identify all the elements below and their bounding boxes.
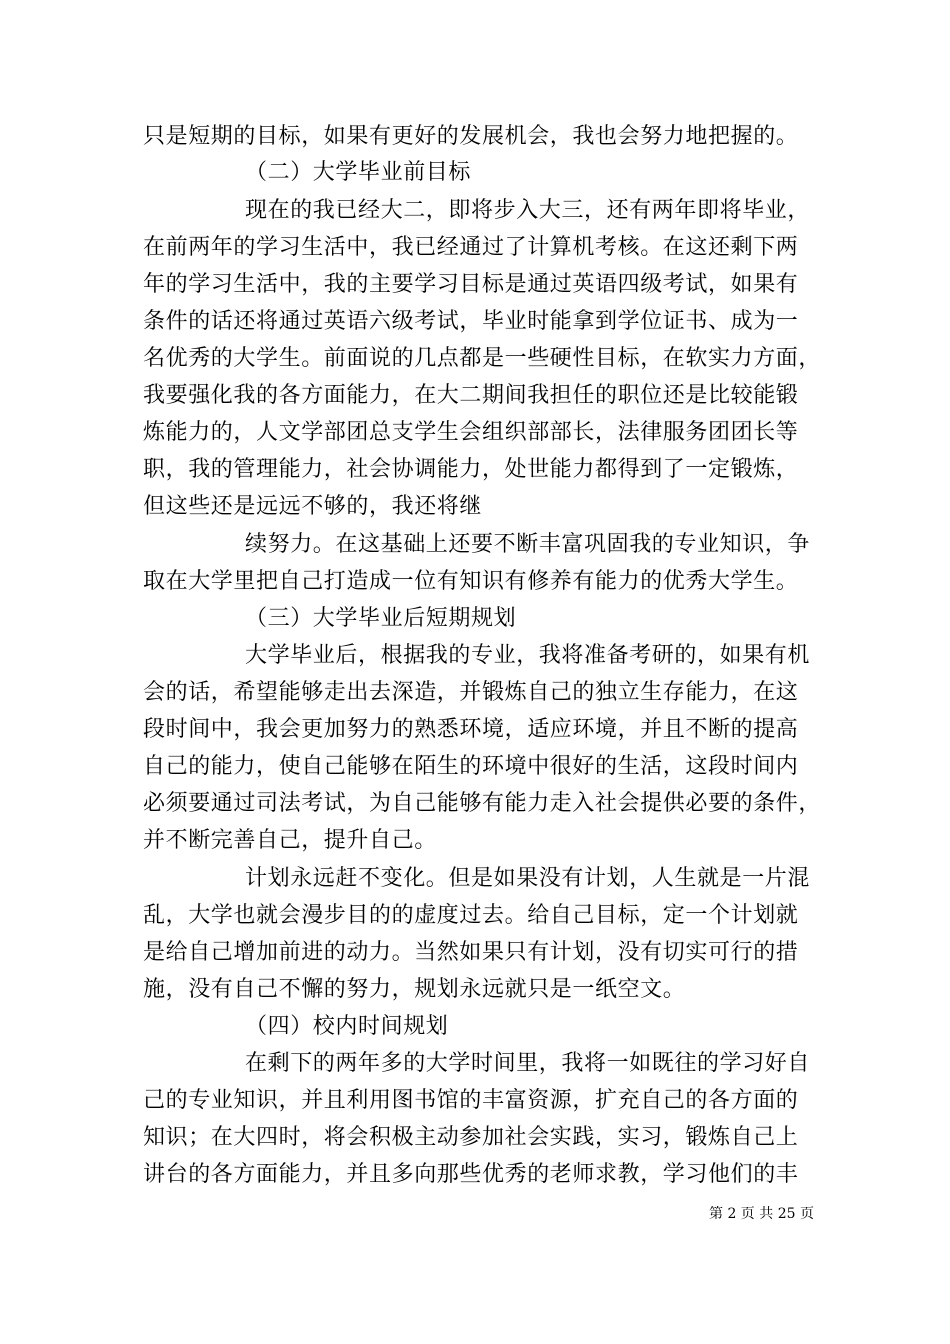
section-heading: （四）校内时间规划 [245,1014,449,1039]
text-line: 名优秀的大学生。前面说的几点都是一些硬性目标，在软实力方面， [143,346,822,371]
text-line: 计划永远赶不变化。但是如果没有计划，人生就是一片混 [245,866,811,891]
text-line: 取在大学里把自己打造成一位有知识有修养有能力的优秀大学生。 [143,569,799,594]
text-line: 续努力。在这基础上还要不断丰富巩固我的专业知识，争 [245,532,811,557]
page-number-footer: 第 2 页 共 25 页 [709,1206,814,1222]
text-line: 炼能力的，人文学部团总支学生会组织部部长，法律服务团团长等 [143,420,799,445]
text-line: 我要强化我的各方面能力，在大二期间我担任的职位还是比较能锻 [143,383,799,408]
text-line: 段时间中，我会更加努力的熟悉环境，适应环境，并且不断的提高 [143,717,799,742]
text-line: 施，没有自己不懈的努力，规划永远就只是一纸空文。 [143,977,686,1002]
text-line: 知识；在大四时，将会积极主动参加社会实践，实习，锻炼自己上 [143,1125,799,1150]
text-line: 条件的话还将通过英语六级考试，毕业时能拿到学位证书、成为一 [143,309,799,334]
section-heading: （二）大学毕业前目标 [245,160,472,185]
text-line: 但这些还是远远不够的，我还将继 [143,494,483,519]
text-line: 乱，大学也就会漫步目的的虚度过去。给自己目标，定一个计划就 [143,903,799,928]
text-line: 在前两年的学习生活中，我已经通过了计算机考核。在这还剩下两 [143,235,799,260]
text-line: 并不断完善自己，提升自己。 [143,828,437,853]
text-line: 自己的能力，使自己能够在陌生的环境中很好的生活，这段时间内 [143,754,799,779]
text-line: 年的学习生活中，我的主要学习目标是通过英语四级考试，如果有 [143,272,799,297]
text-line: 己的专业知识，并且利用图书馆的丰富资源，扩充自己的各方面的 [143,1088,799,1113]
text-line: 讲台的各方面能力，并且多向那些优秀的老师求教，学习他们的丰 [143,1162,799,1187]
text-line: 在剩下的两年多的大学时间里，我将一如既往的学习好自 [245,1051,811,1076]
text-line: 现在的我已经大二，即将步入大三，还有两年即将毕业， [245,198,811,223]
text-line: 大学毕业后，根据我的专业，我将准备考研的，如果有机 [245,643,811,668]
text-line: 会的话，希望能够走出去深造，并锻炼自己的独立生存能力，在这 [143,680,799,705]
section-heading: （三）大学毕业后短期规划 [245,606,517,631]
text-line: 只是短期的目标，如果有更好的发展机会，我也会努力地把握的。 [143,124,799,149]
text-line: 职，我的管理能力，社会协调能力，处世能力都得到了一定锻炼， [143,457,799,482]
text-line: 必须要通过司法考试，为自己能够有能力走入社会提供必要的条件， [143,791,822,816]
text-line: 是给自己增加前进的动力。当然如果只有计划，没有切实可行的措 [143,940,799,965]
